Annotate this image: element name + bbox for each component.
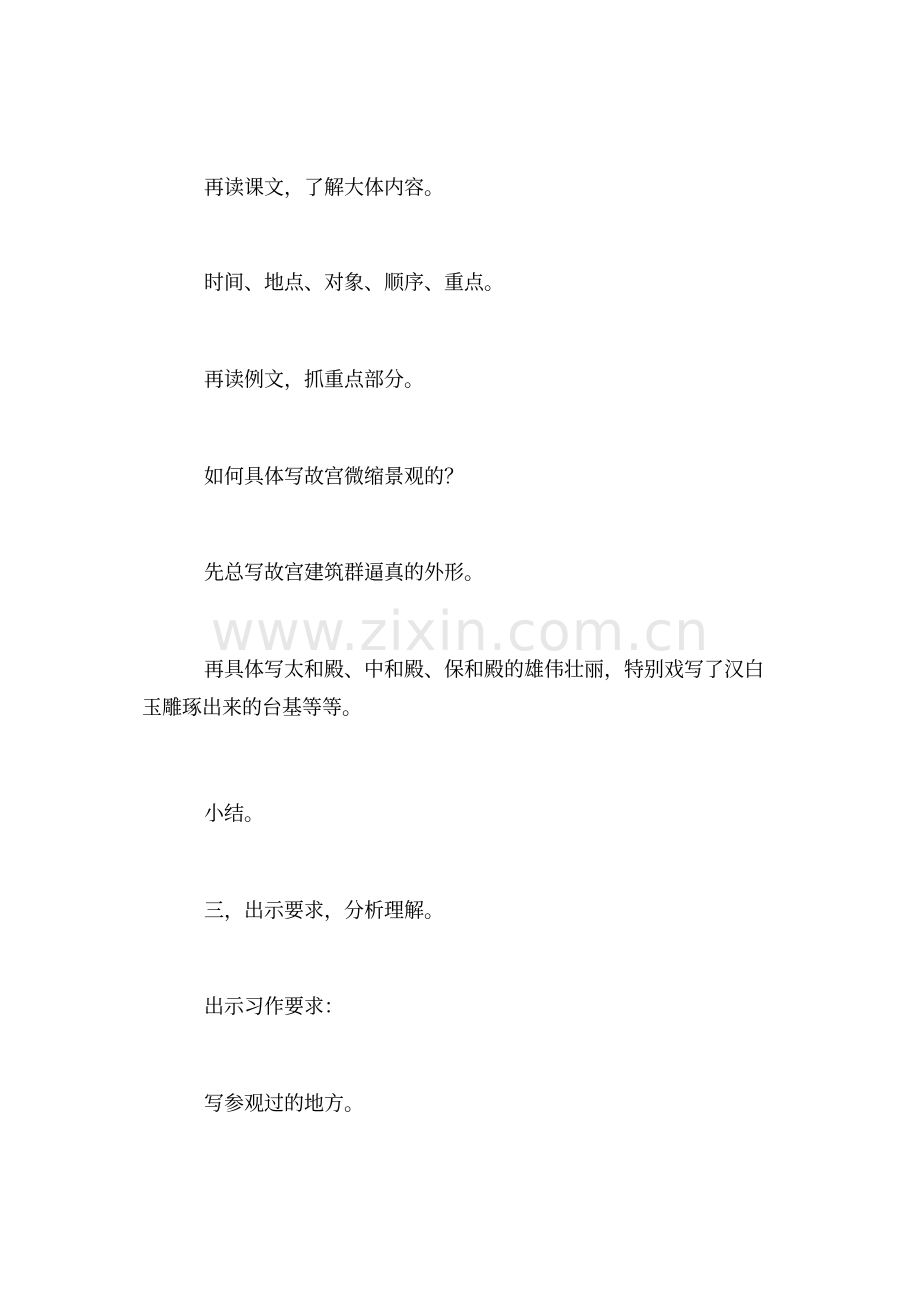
- paragraph: 小结。: [204, 801, 264, 825]
- paragraph: 如何具体写故宫微缩景观的？: [204, 464, 464, 488]
- paragraph: 再读例文，抓重点部分。: [204, 367, 424, 391]
- paragraph: 写参观过的地方。: [204, 1091, 364, 1115]
- paragraph: 三，出示要求，分析理解。: [204, 898, 444, 922]
- paragraph: 再读课文，了解大体内容。: [204, 175, 444, 199]
- watermark: www.zixin.com.cn: [210, 600, 710, 663]
- paragraph: 出示习作要求：: [204, 994, 344, 1018]
- paragraph: 时间、地点、对象、顺序、重点。: [204, 270, 504, 294]
- paragraph: 先总写故宫建筑群逼真的外形。: [204, 560, 484, 584]
- paragraph: 再具体写太和殿、中和殿、保和殿的雄伟壮丽，特别戏写了汉白玉雕琢出来的台基等等。: [142, 657, 764, 719]
